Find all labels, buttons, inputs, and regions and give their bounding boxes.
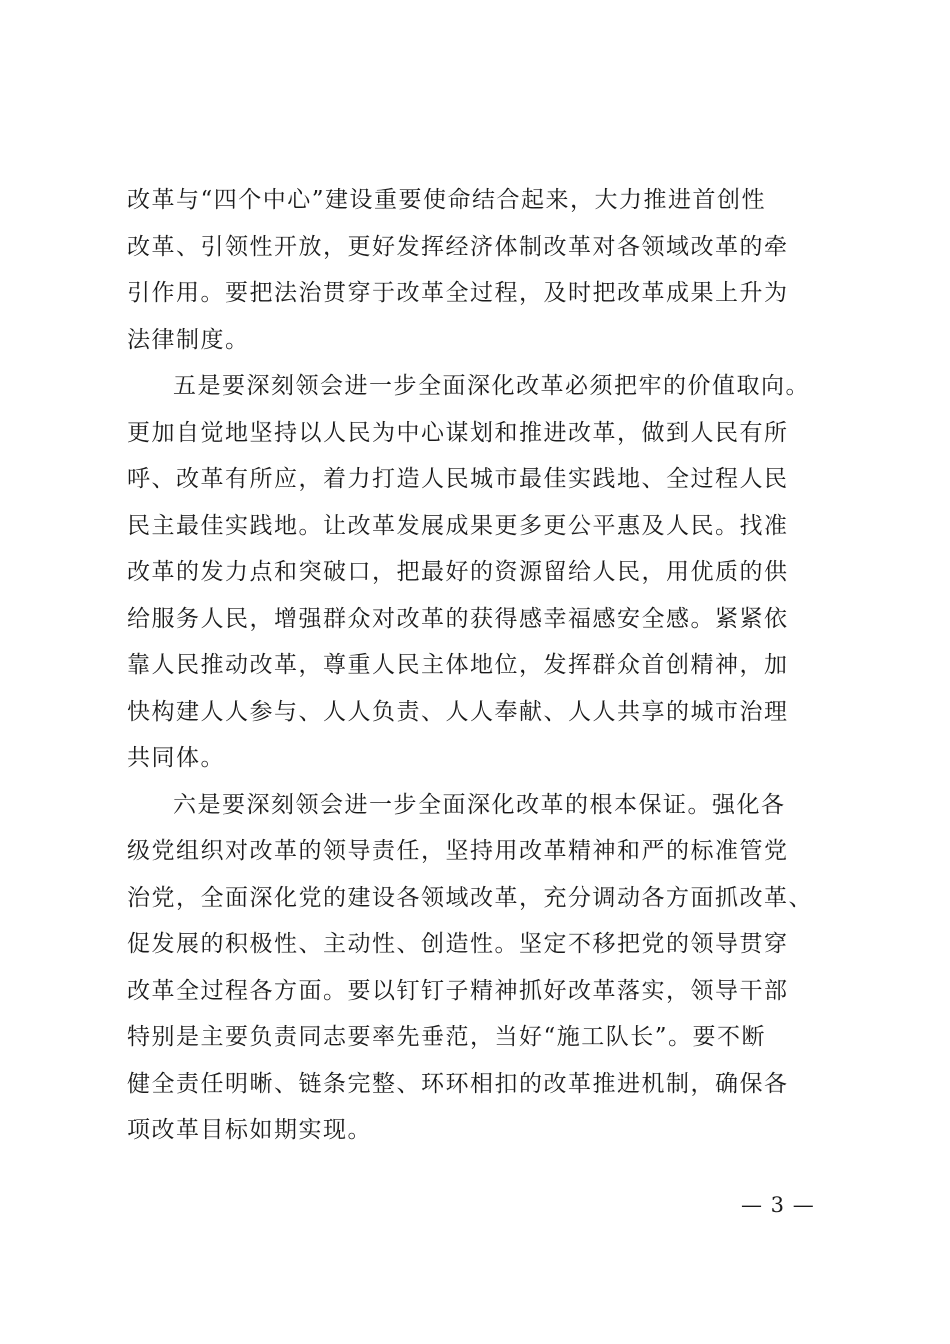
text-line: 促发展的积极性、主动性、创造性。坚定不移把党的领导贯穿 [127,931,789,957]
text-line: 改革与“四个中心”建设重要使命结合起来，大力推进首创性 [127,187,767,213]
text-line: 给服务人民，增强群众对改革的获得感幸福感安全感。紧紧依 [127,605,789,632]
text-line: 靠人民推动改革，尊重人民主体地位，发挥群众首创精神，加 [127,652,789,678]
text-line: 共同体。 [127,745,225,771]
page-number: — 3 — [741,1193,815,1217]
text-line: 民主最佳实践地。让改革发展成果更多更公平惠及人民。找准 [127,512,789,539]
paragraph-6-first-line: 六是要深刻领会进一步全面深化改革的根本保证。强化各 [173,791,786,818]
text-line: 改革的发力点和突破口，把最好的资源留给人民，用优质的供 [127,559,789,585]
document-body [127,177,827,1154]
text-line: 呼、改革有所应，着力打造人民城市最佳实践地、全过程人民 [127,466,789,492]
text-line: 法律制度。 [127,326,250,353]
text-line: 快构建人人参与、人人负责、人人奉献、人人共享的城市治理 [127,698,789,725]
text-line: 特别是主要负责同志要率先垂范，当好“施工队长”。要不断 [127,1024,767,1050]
text-line: 级党组织对改革的领导责任，坚持用改革精神和严的标准管党 [127,838,789,864]
text-line: 项改革目标如期实现。 [127,1117,372,1143]
text-line: 健全责任明晰、链条完整、环环相扣的改革推进机制，确保各 [127,1070,789,1097]
text-line: 改革全过程各方面。要以钉钉子精神抓好改革落实，领导干部 [127,977,789,1004]
text-line: 引作用。要把法治贯穿于改革全过程，及时把改革成果上升为 [127,280,789,306]
text-line: 改革、引领性开放，更好发挥经济体制改革对各领域改革的牵 [127,233,789,260]
text-line: 更加自觉地坚持以人民为中心谋划和推进改革，做到人民有所 [127,419,789,446]
paragraph-5-first-line: 五是要深刻领会进一步全面深化改革必须把牢的价值取向。 [173,373,810,399]
text-line: 治党，全面深化党的建设各领域改革，充分调动各方面抓改革、 [127,884,813,911]
